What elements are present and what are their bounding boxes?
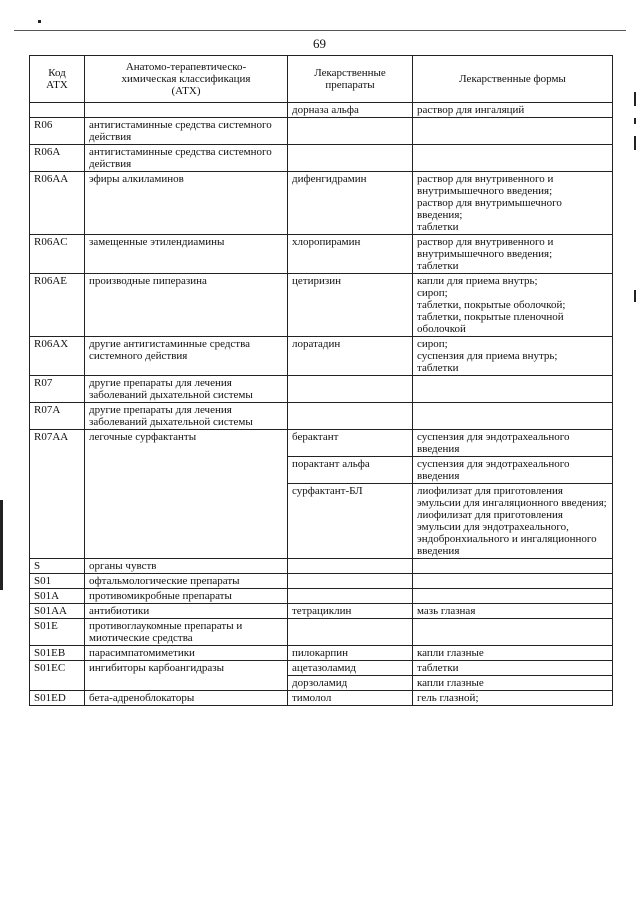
table-row [30, 235, 613, 274]
header-forms: Лекарственные формы [413, 56, 613, 103]
drug-name-cell: ацетазоламид [288, 661, 413, 676]
page-number: 69 [313, 36, 326, 51]
drug-name-cell: берактант [288, 430, 413, 457]
table-row [30, 145, 613, 172]
atc-code-cell: R06AC [30, 235, 85, 274]
dosage-forms-cell [413, 574, 613, 589]
drug-name-cell: хлоропирамин [288, 235, 413, 274]
dosage-forms-cell [413, 118, 613, 145]
atc-code-cell: S01EC [30, 661, 85, 691]
dosage-forms-cell: раствор для внутривенного и внутримышечного введения; таблетки [413, 235, 613, 274]
atc-code-cell: S01E [30, 619, 85, 646]
dosage-forms-cell: капли для приема внутрь; сироп; таблетки, покрытые оболочкой; таблетки, покрытые пленочной оболочкой [413, 274, 613, 337]
atc-classification-cell: офтальмологические препараты [85, 574, 288, 589]
drug-name-cell: цетиризин [288, 274, 413, 337]
drug-name-cell [288, 589, 413, 604]
atc-classification-cell: другие антигистаминные средства системного действия [85, 337, 288, 376]
scan-mark-right-2 [634, 118, 636, 124]
drug-name-cell: сурфактант-БЛ [288, 484, 413, 559]
table-row [30, 430, 613, 457]
atc-classification-cell: производные пиперазина [85, 274, 288, 337]
drug-name-cell [288, 403, 413, 430]
table-row [30, 619, 613, 646]
table-row [30, 376, 613, 403]
atc-classification-cell [85, 103, 288, 118]
drug-name-cell: дифенгидрамин [288, 172, 413, 235]
atc-table [29, 55, 613, 706]
scan-mark-right-4 [634, 290, 636, 302]
dosage-forms-cell: раствор для внутривенного и внутримышечного введения; раствор для внутримышечного введения; таблетки [413, 172, 613, 235]
dosage-forms-cell: гель глазной; [413, 691, 613, 706]
dosage-forms-cell [413, 589, 613, 604]
scan-mark-left-edge [0, 500, 3, 590]
table-row [30, 274, 613, 337]
dosage-forms-cell [413, 145, 613, 172]
drug-name-cell [288, 376, 413, 403]
atc-classification-cell: замещенные этилендиамины [85, 235, 288, 274]
table-body [30, 103, 613, 706]
drug-name-cell: тимолол [288, 691, 413, 706]
drug-name-cell: тетрациклин [288, 604, 413, 619]
drug-name-cell: дорназа альфа [288, 103, 413, 118]
header-drugs: Лекарственные препараты [288, 56, 413, 103]
top-rule [14, 30, 626, 31]
dosage-forms-cell [413, 559, 613, 574]
table-row [30, 172, 613, 235]
atc-code-cell: R06AX [30, 337, 85, 376]
table-row [30, 574, 613, 589]
table-header-row [30, 56, 613, 103]
atc-code-cell: R07AA [30, 430, 85, 559]
atc-code-cell: S01A [30, 589, 85, 604]
scan-mark-right-3 [634, 136, 636, 150]
header-code: Код АТХ [30, 56, 85, 103]
atc-classification-cell: противоглаукомные препараты и миотические средства [85, 619, 288, 646]
table-row [30, 103, 613, 118]
table-row [30, 661, 613, 676]
drug-name-cell [288, 118, 413, 145]
atc-code-cell: S01EB [30, 646, 85, 661]
atc-code-cell: R06AE [30, 274, 85, 337]
atc-classification-cell: органы чувств [85, 559, 288, 574]
drug-name-cell: лоратадин [288, 337, 413, 376]
atc-classification-cell: бета-адреноблокаторы [85, 691, 288, 706]
dosage-forms-cell: сироп; суспензия для приема внутрь; таблетки [413, 337, 613, 376]
dosage-forms-cell: суспензия для эндотрахеального введения [413, 430, 613, 457]
atc-code-cell: S01ED [30, 691, 85, 706]
atc-classification-cell: антигистаминные средства системного действия [85, 145, 288, 172]
atc-code-cell: S01AA [30, 604, 85, 619]
dosage-forms-cell [413, 403, 613, 430]
drug-name-cell: дорзоламид [288, 676, 413, 691]
atc-code-cell: R06A [30, 145, 85, 172]
table-row [30, 646, 613, 661]
atc-classification-cell: другие препараты для лечения заболеваний дыхательной системы [85, 403, 288, 430]
atc-classification-cell: ингибиторы карбоангидразы [85, 661, 288, 691]
atc-classification-cell: парасимпатомиметики [85, 646, 288, 661]
atc-code-cell [30, 103, 85, 118]
drug-name-cell: порактант альфа [288, 457, 413, 484]
scan-mark-top-left [38, 20, 41, 23]
atc-code-cell: R07 [30, 376, 85, 403]
dosage-forms-cell [413, 376, 613, 403]
atc-classification-cell: другие препараты для лечения заболеваний дыхательной системы [85, 376, 288, 403]
atc-classification-cell: антигистаминные средства системного действия [85, 118, 288, 145]
drug-name-cell [288, 145, 413, 172]
drug-name-cell [288, 619, 413, 646]
atc-code-cell: R06 [30, 118, 85, 145]
atc-code-cell: R06AA [30, 172, 85, 235]
atc-classification-cell: противомикробные препараты [85, 589, 288, 604]
table-row [30, 691, 613, 706]
atc-code-cell: S [30, 559, 85, 574]
table-row [30, 337, 613, 376]
atc-classification-cell: антибиотики [85, 604, 288, 619]
header-classification: Анатомо-терапевтическо- химическая классификация (АТХ) [85, 56, 288, 103]
dosage-forms-cell: капли глазные [413, 676, 613, 691]
drug-name-cell [288, 559, 413, 574]
atc-classification-cell: эфиры алкиламинов [85, 172, 288, 235]
dosage-forms-cell: мазь глазная [413, 604, 613, 619]
table-row [30, 559, 613, 574]
table-row [30, 604, 613, 619]
scan-mark-right-1 [634, 92, 636, 106]
atc-code-cell: R07A [30, 403, 85, 430]
table-row [30, 403, 613, 430]
dosage-forms-cell: раствор для ингаляций [413, 103, 613, 118]
dosage-forms-cell: капли глазные [413, 646, 613, 661]
drug-name-cell [288, 574, 413, 589]
dosage-forms-cell: лиофилизат для приготовления эмульсии для ингаляционного введения; лиофилизат для приготовления эмульсии для эндотрахеального, эндобронхиального и ингаляционного введения [413, 484, 613, 559]
dosage-forms-cell: таблетки [413, 661, 613, 676]
dosage-forms-cell [413, 619, 613, 646]
atc-classification-cell: легочные сурфактанты [85, 430, 288, 559]
drug-name-cell: пилокарпин [288, 646, 413, 661]
table-row [30, 118, 613, 145]
table-row [30, 589, 613, 604]
dosage-forms-cell: суспензия для эндотрахеального введения [413, 457, 613, 484]
atc-code-cell: S01 [30, 574, 85, 589]
